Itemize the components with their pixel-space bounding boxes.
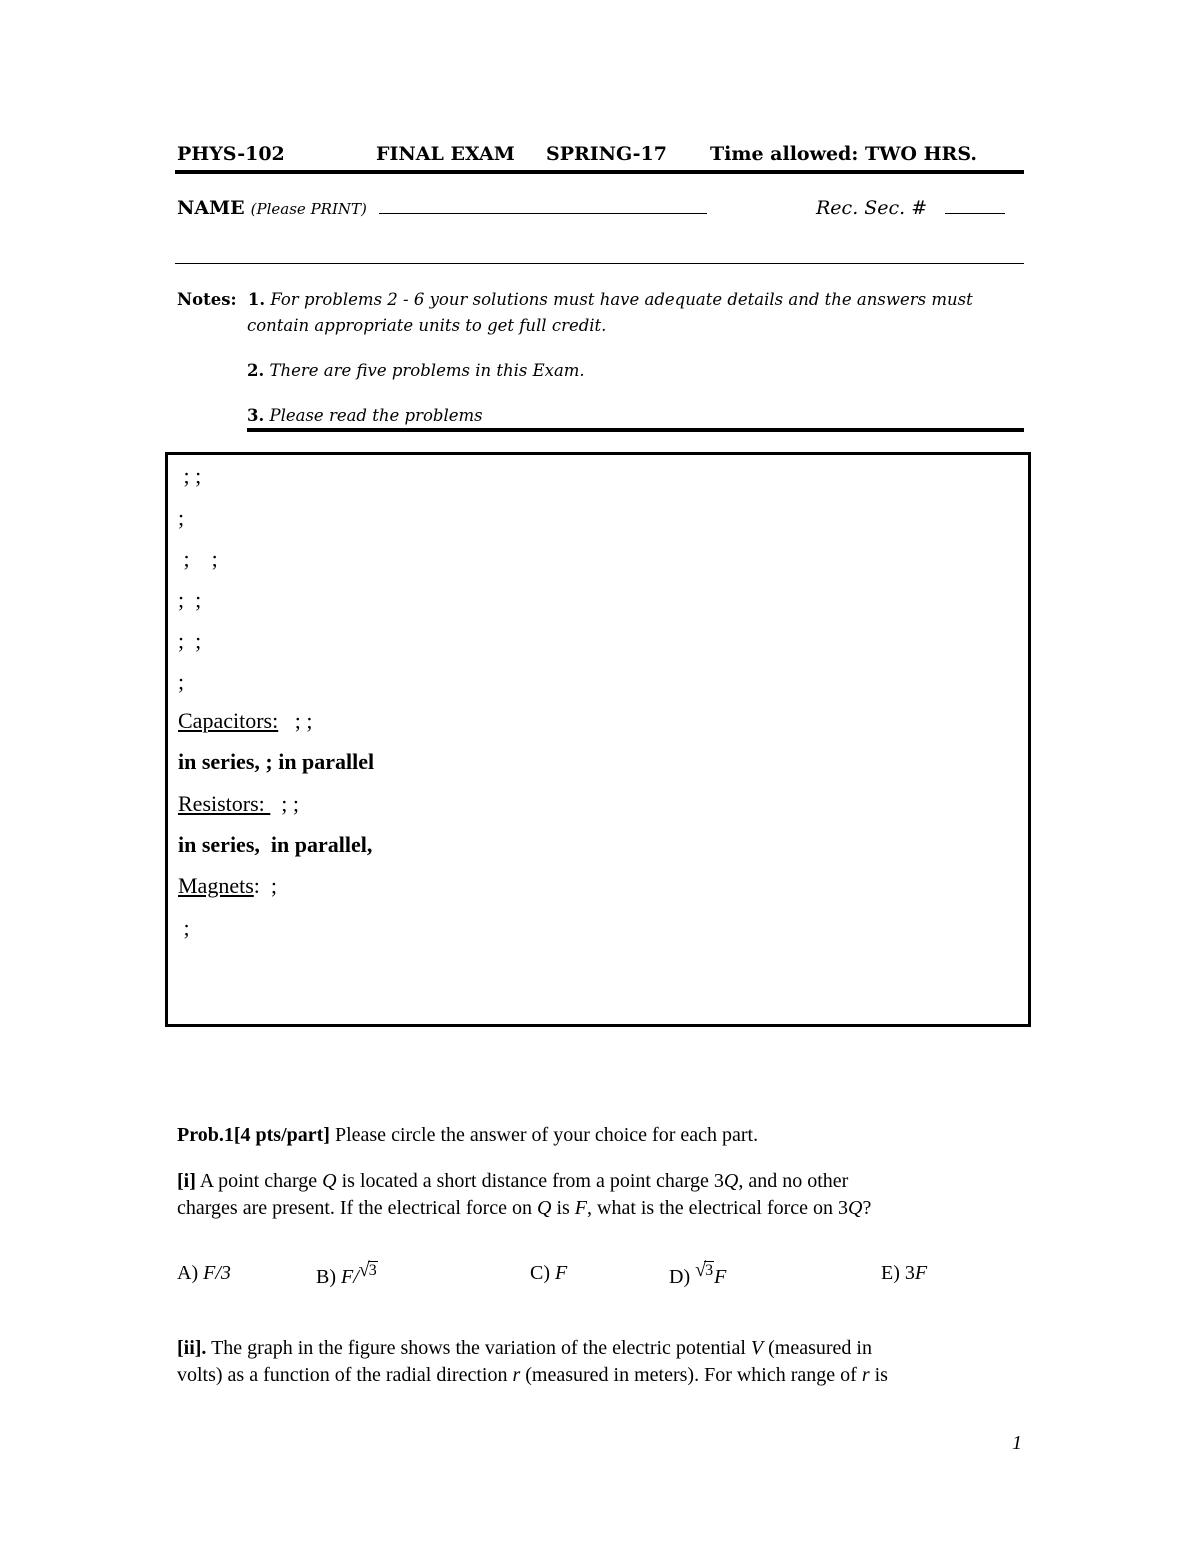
rec-sec-blank[interactable] — [945, 199, 1005, 214]
time-allowed: Time allowed: TWO HRS. — [710, 143, 977, 165]
name-label: NAME — [177, 197, 245, 219]
choice-b[interactable] — [316, 1259, 378, 1289]
part-i-text: ? — [862, 1197, 872, 1219]
prob1-title: Prob.1[4 pts/part] — [177, 1124, 330, 1146]
part-i-line-1 — [177, 1170, 848, 1193]
note-3-number: 3. — [247, 406, 265, 425]
formula-line: ; — [178, 669, 185, 694]
magnets-line — [178, 873, 277, 899]
part-i-text: , what is the electrical force on 3 — [587, 1197, 848, 1219]
choice-b-label: B) — [316, 1266, 341, 1288]
choice-c[interactable] — [530, 1262, 567, 1285]
name-hint: (Please PRINT) — [250, 200, 367, 218]
note-1-number: 1. — [247, 290, 266, 309]
part-ii-line-1 — [177, 1337, 872, 1360]
exam-term: SPRING-17 — [546, 143, 667, 165]
part-ii-text: (measured in — [763, 1337, 872, 1359]
name-field-row — [177, 197, 707, 219]
choice-b-value: F/ — [341, 1266, 359, 1288]
choice-d[interactable] — [669, 1259, 727, 1289]
note-2-text: There are five problems in this Exam. — [269, 361, 585, 380]
name-blank[interactable] — [379, 199, 707, 214]
notes-line-2 — [247, 361, 585, 380]
formula-line: ; ; — [178, 587, 202, 612]
formula-line: ; ; — [178, 628, 202, 653]
choice-c-value: F — [555, 1262, 568, 1284]
choice-a[interactable] — [177, 1262, 231, 1285]
capacitors-line — [178, 708, 312, 734]
course-code: PHYS-102 — [177, 143, 285, 165]
note-1-text-2: contain appropriate units to get full credit. — [247, 316, 607, 335]
part-ii-label: [ii]. — [177, 1337, 207, 1359]
part-ii-text: The graph in the figure shows the variation of the electric potential — [206, 1337, 751, 1359]
symbol-q: Q — [536, 1197, 552, 1219]
part-i-label: [i] — [177, 1170, 196, 1192]
choice-e-label: E) 3 — [881, 1262, 915, 1284]
part-i-text: A point charge — [195, 1170, 323, 1192]
choice-c-label: C) — [530, 1262, 555, 1284]
capacitors-combination-line: in series, ; in parallel — [178, 749, 375, 774]
rec-sec-label: Rec. Sec. # — [816, 197, 928, 219]
exam-title: FINAL EXAM — [376, 143, 515, 165]
rec-sec-row — [816, 197, 1005, 219]
note-1-line-2 — [247, 316, 606, 335]
symbol-q: Q — [848, 1197, 863, 1219]
part-i-text: is — [551, 1197, 575, 1219]
choice-a-value: F/3 — [203, 1262, 231, 1284]
part-ii-text: (measured in meters). For which range of — [520, 1364, 862, 1386]
formula-line: ; — [178, 915, 190, 940]
choice-e[interactable] — [881, 1262, 927, 1285]
note-2-number: 2. — [247, 361, 265, 380]
sqrt-radicand: 3 — [705, 1262, 714, 1279]
part-ii-text: volts) as a function of the radial direction — [177, 1364, 513, 1386]
part-i-text: is located a short distance from a point charge 3 — [336, 1170, 724, 1192]
prob1-intro: Please circle the answer of your choice for each part. — [329, 1124, 759, 1146]
formula-line: ; — [178, 505, 185, 530]
page-number: 1 — [1012, 1432, 1022, 1454]
symbol-v: V — [750, 1337, 764, 1359]
part-ii-text: is — [869, 1364, 888, 1386]
sqrt-radicand: 3 — [368, 1262, 377, 1279]
symbol-r: r — [861, 1364, 870, 1386]
choice-a-label: A) — [177, 1262, 204, 1284]
sqrt-symbol: √ 3 — [695, 1259, 714, 1281]
capacitors-label: Capacitors: — [178, 708, 279, 733]
symbol-q: Q — [322, 1170, 337, 1192]
choice-d-value: F — [714, 1266, 727, 1288]
formula-sheet-box — [165, 452, 1031, 1027]
part-i-text: , and no other — [738, 1170, 849, 1192]
sqrt-symbol: √ 3 — [358, 1259, 377, 1281]
notes-line-3 — [247, 406, 483, 425]
symbol-r: r — [512, 1364, 521, 1386]
prob1-heading — [177, 1124, 758, 1147]
magnets-formulas: : ; — [253, 873, 277, 898]
symbol-q: Q — [723, 1170, 739, 1192]
resistors-label: Resistors: — [178, 791, 271, 816]
part-i-text: charges are present. If the electrical force on — [177, 1197, 537, 1219]
notes-rule — [247, 428, 1024, 432]
formula-line: ; ; — [178, 546, 218, 571]
resistors-formulas: ; ; — [270, 791, 300, 816]
note-1-text: For problems 2 - 6 your solutions must have adequate details and the answers must — [270, 290, 973, 309]
magnets-label: Magnets — [178, 873, 254, 898]
formula-line: ; ; — [178, 463, 202, 488]
capacitors-formulas: ; ; — [278, 708, 313, 733]
notes-line-1 — [177, 290, 973, 309]
symbol-f: F — [574, 1197, 587, 1219]
notes-label: Notes: — [177, 290, 237, 309]
choice-e-value: F — [914, 1262, 928, 1284]
divider-line — [175, 263, 1024, 264]
note-3-text: Please read the problems — [269, 406, 483, 425]
resistors-line — [178, 791, 299, 817]
part-i-line-2 — [177, 1197, 871, 1220]
header-rule — [175, 170, 1024, 174]
resistors-combination-line: in series, in parallel, — [178, 832, 373, 857]
part-ii-line-2 — [177, 1364, 888, 1387]
choice-d-label: D) — [669, 1266, 696, 1288]
